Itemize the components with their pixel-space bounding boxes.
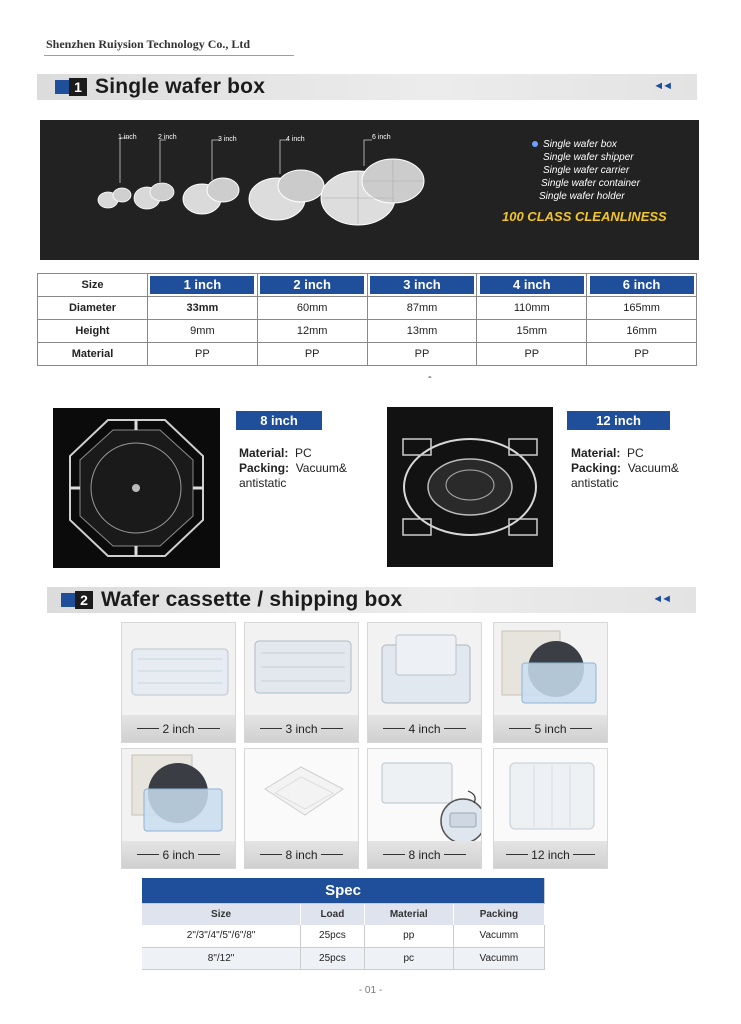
table-row: 8"/12" 25pcs pc Vacumm xyxy=(142,947,545,969)
wafer-label-2inch: 2 inch xyxy=(158,134,177,141)
cassette-card: 4 inch xyxy=(367,622,482,743)
cassette-spec-table xyxy=(142,878,545,970)
section-number-badge: 1 xyxy=(55,78,87,96)
section-header-2 xyxy=(47,587,696,613)
product-name-list: Single wafer box Single wafer shipper Single wafer carrier Single wafer container Single wafer holder xyxy=(543,138,640,203)
wafer-box-banner xyxy=(40,120,699,260)
wafer-label-3inch: 3 inch xyxy=(218,136,237,143)
section-title: Single wafer box xyxy=(95,75,266,98)
company-name: Shenzhen Ruiysion Technology Co., Ltd xyxy=(46,37,251,51)
size-pill: 1 inch xyxy=(150,276,254,294)
table-row: 2"/3"/4"/5"/6"/8" 25pcs pp Vacumm xyxy=(142,925,545,947)
cassette-card: 3 inch xyxy=(244,622,359,743)
table-row: Height 9mm 12mm 13mm 15mm 16mm xyxy=(38,320,697,343)
double-arrow-left-icon: ◄◄ xyxy=(652,593,670,605)
single-wafer-spec-table xyxy=(37,273,697,366)
cassette-card: 6 inch xyxy=(121,748,236,869)
cleanliness-tagline: 100 CLASS CLEANLINESS xyxy=(502,209,667,224)
table-row: Diameter 33mm 60mm 87mm 110mm 165mm xyxy=(38,297,697,320)
section-number-badge: 2 xyxy=(61,591,93,609)
section-header-1 xyxy=(37,74,697,100)
double-arrow-left-icon: ◄◄ xyxy=(653,80,671,92)
size-pill: 4 inch xyxy=(480,276,584,294)
size-pill: 2 inch xyxy=(260,276,364,294)
8inch-box-photo xyxy=(53,408,220,568)
cassette-card: 8 inch xyxy=(244,748,359,869)
cassette-card: 12 inch xyxy=(493,748,608,869)
12inch-properties: Material: PC Packing: Vacuum& antistatic xyxy=(571,446,679,490)
section-title: Wafer cassette / shipping box xyxy=(101,588,403,611)
8inch-tag: 8 inch xyxy=(236,411,322,430)
size-pill: 6 inch xyxy=(590,276,694,294)
header-divider xyxy=(44,55,294,56)
wafer-boxes-illustration xyxy=(40,120,510,260)
table-header-row: Size Load Material Packing xyxy=(142,903,545,925)
table-row: Material PP PP PP PP PP xyxy=(38,343,697,366)
table-row: Size 1 inch 2 inch 3 inch 4 inch 6 inch xyxy=(38,274,697,297)
size-pill: 3 inch xyxy=(370,276,474,294)
spec-table-title: Spec xyxy=(142,878,545,903)
cassette-card: 8 inch xyxy=(367,748,482,869)
wafer-label-1inch: 1 inch xyxy=(118,134,137,141)
page-number: - 01 - xyxy=(358,985,383,996)
12inch-box-photo xyxy=(387,407,553,567)
12inch-tag: 12 inch xyxy=(567,411,670,430)
8inch-properties: Material: PC Packing: Vacuum& antistatic xyxy=(239,446,347,490)
dash-mark: - xyxy=(428,371,432,383)
wafer-label-6inch: 6 inch xyxy=(372,134,391,141)
wafer-label-4inch: 4 inch xyxy=(286,136,305,143)
cassette-card: 2 inch xyxy=(121,622,236,743)
cassette-card: 5 inch xyxy=(493,622,608,743)
bullet-icon xyxy=(532,141,538,147)
